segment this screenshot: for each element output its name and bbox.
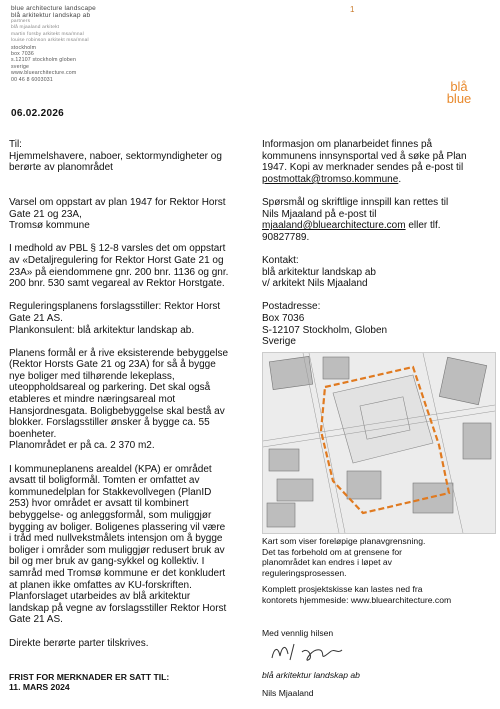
text-line: Hjemmelshavere, naboer, sektormyndigheter og [9,150,222,162]
postal-paragraph [262,301,492,347]
text-line: planområdet kan endres i løpet av [262,557,392,568]
text-line: Gate 21 AS. [9,614,63,626]
text-line: I medhold av PBL § 12-8 varsles det om oppstart [9,243,226,255]
zoning-status [9,464,254,626]
text-line: berørte av planområdet [9,162,113,174]
city: stockholm [11,44,37,51]
text-line: Til: [9,139,22,150]
text-line: Planens formål er å rive eksisterende bebyggelse [9,347,229,359]
email-link-mjaaland[interactable]: mjaaland@bluearchitecture.com [262,220,406,232]
text-line: Nils Mjaaland på e-post til [262,208,377,220]
text-line: Planforslaget utarbeides av blå arkitektur [9,591,191,603]
deadline-label: FRIST FOR MERKNADER ER SATT TIL: [9,672,170,682]
plan-boundary-map [262,352,496,534]
text-line: 200 bnr. 530 samt vegareal av Rektor Horstgate. [9,278,225,290]
website: www.bluearchitecture.com [11,70,77,77]
text-line: kontorets hjemmeside: www.bluearchitecture.com [262,594,452,605]
signature-name: Nils Mjaaland [262,688,314,698]
text-line: Gate 21 AS. [9,312,63,324]
deadline-date: 11. MARS 2024 [9,682,70,692]
page-number: 1 [350,5,355,14]
text-line: . [398,173,402,185]
text-line: uteoppholdsareal og parkering. Det skal også [9,382,211,394]
direct-parties-note: Direkte berørte parter tilskrives. [9,637,149,649]
partner-3: louise robinson arkitekt msa/mnal [11,38,89,44]
company-name-no: blå arkitektur landskap ab [11,12,91,19]
text-line: at planen ikke omfattes av KU-forskriften. [9,579,192,591]
map-caption [262,536,494,606]
text-line: Kart som viser foreløpige planavgrensning. [262,536,426,546]
text-line: boenheter. [9,428,57,440]
text-line: eller tlf. [405,220,441,232]
email-link-postmottak[interactable]: postmottak@tromso.kommune [262,173,399,185]
country: sverige [11,63,30,70]
text-line: Planområdet er på ca. 2 370 m2. [9,440,155,452]
text-line: samråd med Tromsø kommune er det konkludert [9,567,226,579]
text-line: nye boliger med tilhørende lekeplass, [9,370,175,382]
company-name-en: blue architecture landscape [11,5,96,12]
text-line: Hansjordnesgata. Boligbebyggelse skal bestå av [9,405,225,417]
text-line: Postadresse: [262,301,321,313]
text-line: avsatt til boligformål. Tomten er omfattet av [9,475,200,487]
phone-number: 90827789. [262,231,310,243]
text-line: Kontakt: [262,254,299,266]
logo-line-2: blue [446,91,472,106]
text-line: S-12107 Stockholm, Globen [262,324,388,336]
box: box 7036 [11,51,34,58]
phone: 00 46 8 6003031 [11,76,53,83]
partner-1: blå mjaaland arkitekt [11,25,60,31]
text-line: Sverige [262,336,296,348]
regards: Med vennlig hilsen [262,628,334,638]
questions-paragraph [262,197,492,243]
handwritten-signature [268,640,348,664]
text-line: Tromsø kommune [9,220,90,232]
text-line: landskap på vegne av forslagsstiller Rektor Horst [9,602,227,614]
deadline-notice [9,672,249,692]
contact-paragraph [262,255,492,290]
text-line: reguleringsprosessen. [262,567,347,578]
text-line: bil og mer bruk av gang-sykkel og kollektiv. I [9,556,205,568]
left-column [9,139,254,649]
letterhead [11,5,96,83]
text-line: v/ arkitekt Nils Mjaaland [262,278,368,290]
proposer-info [9,301,254,336]
info-paragraph [262,139,492,185]
text-line: Informasjon om planarbeidet finnes på [262,139,433,150]
text-line: Varsel om oppstart av plan 1947 for Rektor Horst [9,196,226,208]
text-line: bebyggelse- og anleggsformål, som muliggjør [9,510,212,521]
text-line: blå arkitektur landskap ab [262,266,376,278]
text-line: 253) hvor området er avsatt til kombinert [9,498,189,510]
text-line: Spørsmål og skriftlige innspill kan rettes til [262,196,449,208]
text-line: Box 7036 [262,312,305,324]
text-line: Komplett prosjektskisse kan lastes ned fra [262,584,423,595]
text-line: Reguleringsplanens forslagsstiller: Rektor Horst [9,301,221,313]
logo-line-1: blå [450,79,468,94]
partner-2: martin forsby arkitekt msa/mnal [11,31,84,37]
text-line: Plankonsulent: blå arkitektur landskap ab. [9,324,195,336]
text-line: I kommuneplanens arealdel (KPA) er området [9,463,212,475]
text-line: 23A» på eiendommene gnr. 200 bnr. 1136 og gnr. [9,266,229,278]
recipients [9,139,254,174]
map-drawing [263,353,495,533]
postal-address: s.12107 stockholm globen [11,57,77,64]
legal-notice [9,243,254,289]
text-line: boliger i områder som muliggjør redusert bruk av [9,544,225,556]
brand-logo [441,81,477,105]
partners-label: partners [11,19,31,24]
letter-date: 06.02.2026 [11,108,65,119]
right-column [262,139,492,348]
plan-purpose [9,348,254,452]
text-line: av «Detaljregulering for Rektor Horst Gate 21 og [9,254,224,266]
text-line: etableres et mindre næringsareal mot [9,394,176,406]
subject [9,197,254,232]
text-line: blokker. Forslagsstiller ønsker å bygge ca. 55 [9,417,210,429]
text-line: bygging av boliger. Boligenes plassering vil være [9,521,226,533]
text-line: kommunedelplan for Stakkevollvegen (PlanID [9,486,212,498]
text-line: (Rektor Horsts Gate 21 og 23A) for så å bygge [9,359,216,371]
signature-company: blå arkitektur landskap ab [262,670,360,680]
text-line: i tråd med nullvekstmålets intensjon om å bygge [9,533,223,545]
text-line: Gate 21 og 23A, [9,208,82,220]
text-line: Det tas forbehold om at grensene for [262,546,402,557]
text-line: 1947. Kopi av merknader sendes på e-post til [262,162,464,174]
text-line: kommunens innsynsportal ved å søke på Plan [262,150,467,162]
